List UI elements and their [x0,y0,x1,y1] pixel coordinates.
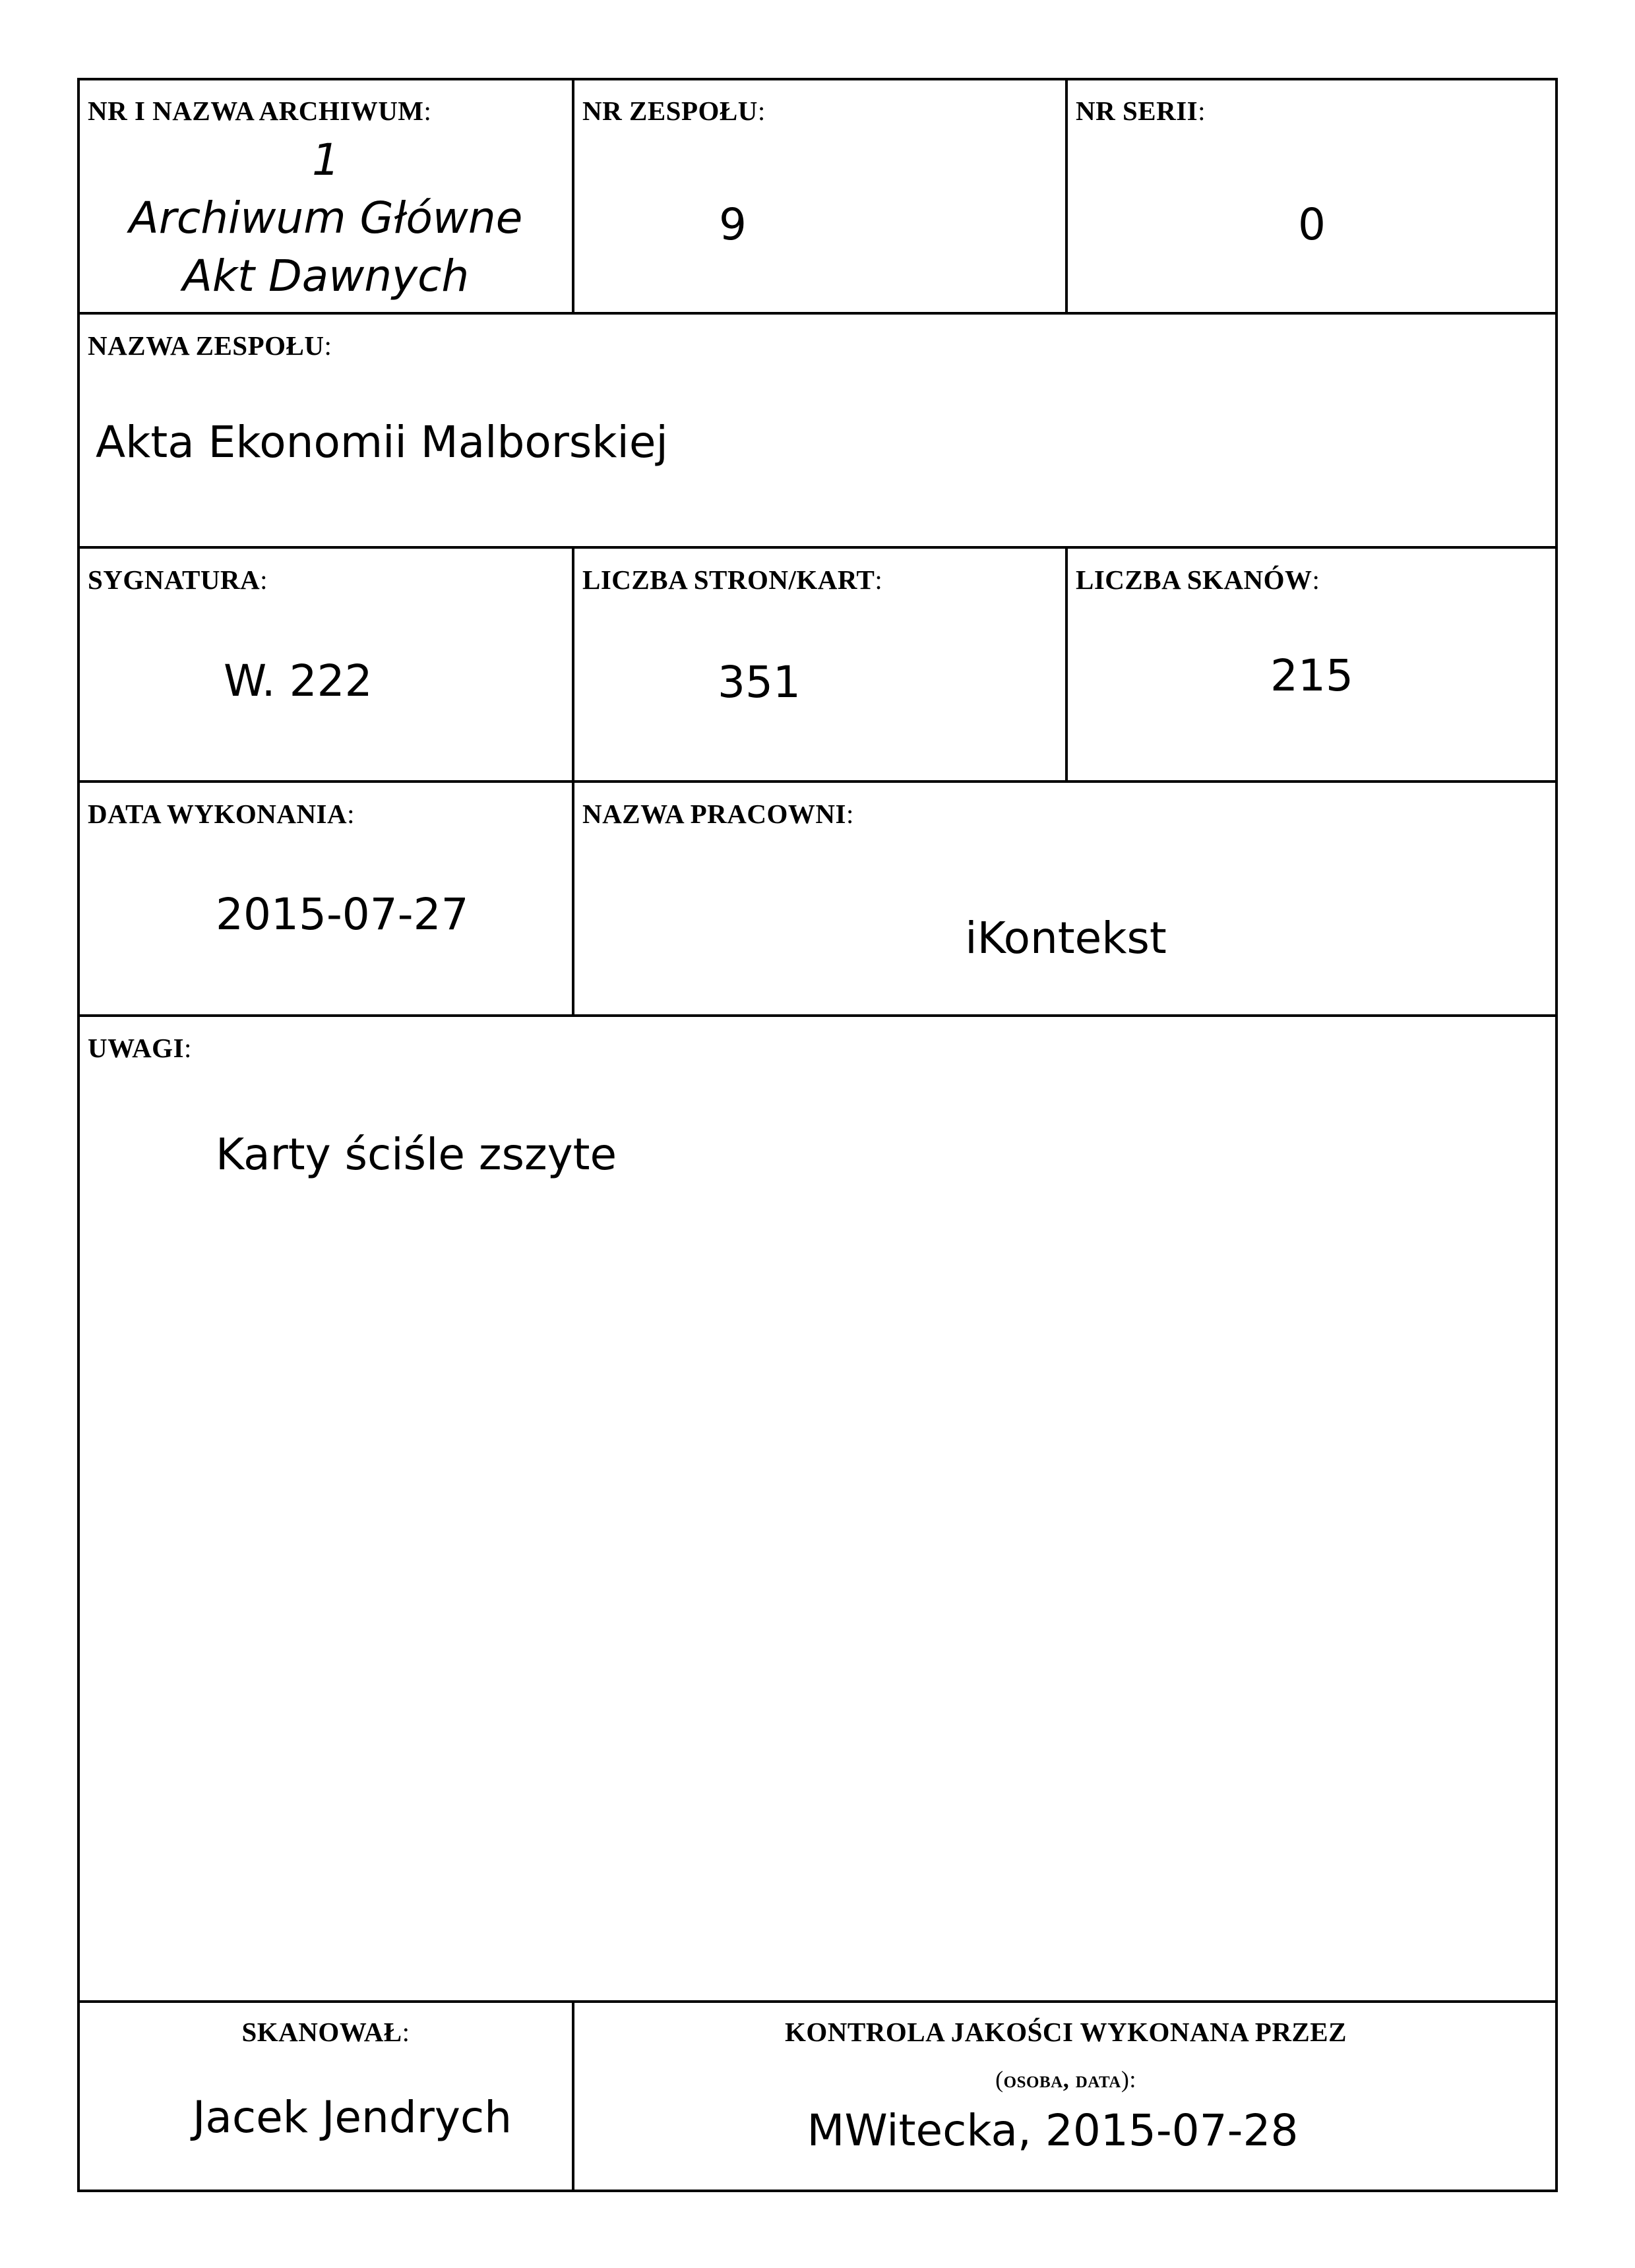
workshop-label-text: NAZWA PRACOWNI [582,799,846,829]
fonds-number-label-text: NR ZESPOŁU [582,96,758,126]
row-divider [80,780,1555,783]
label-colon: : [846,799,854,829]
archive-number: 1 [312,135,340,185]
date-label [88,798,355,830]
scanned-by-value: Jacek Jendrych [192,2092,512,2143]
pages-label [582,564,882,596]
pages-label-text: LICZBA STRON/KART [582,565,875,595]
workshop-value: iKontekst [965,913,1167,964]
workshop-label [582,798,854,830]
scanned-by-label [80,2016,572,2048]
row-divider [80,546,1555,549]
label-colon: : [1312,565,1320,595]
label-colon: : [260,565,268,595]
series-number-label-text: NR SERII [1076,96,1198,126]
label-colon: : [423,96,432,126]
column-divider [1065,80,1068,315]
archive-label-text: NR I NAZWA ARCHIWUM [88,96,424,126]
fonds-name-value: Akta Ekonomii Malborskiej [96,417,668,468]
label-colon: : [324,330,332,361]
quality-control-label [574,2016,1557,2048]
signature-value: W. 222 [224,656,373,706]
scans-label-text: LICZBA SKANÓW [1076,565,1312,595]
quality-control-label-text: KONTROLA JAKOŚCI WYKONANA PRZEZ [785,2017,1347,2047]
row-divider [80,2000,1555,2003]
label-colon: : [1198,96,1206,126]
scan-metadata-form [77,78,1558,2192]
row-divider [80,1014,1555,1017]
quality-control-sublabel [574,2066,1557,2093]
paren-open: ( [995,2066,1004,2093]
notes-label [88,1032,192,1064]
date-label-text: DATA WYKONANIA [88,799,348,829]
row-divider [80,312,1555,315]
label-colon: : [402,2017,410,2047]
column-divider [572,780,574,1014]
label-colon: : [347,799,355,829]
label-colon: : [757,96,766,126]
archive-name-line1: Archiwum Główne [129,193,523,243]
paren-close: ): [1121,2066,1136,2093]
notes-label-text: UWAGI [88,1033,185,1063]
fonds-name-label [88,330,332,361]
signature-label [88,564,268,596]
scans-value: 215 [1270,650,1353,701]
notes-value: Karty ściśle zszyte [216,1129,617,1180]
column-divider [572,80,574,315]
date-value: 2015-07-27 [216,889,469,940]
pages-value: 351 [718,657,801,708]
fonds-name-label-text: NAZWA ZESPOŁU [88,330,324,361]
scans-label [1076,564,1320,596]
scanned-by-label-text: SKANOWAŁ [241,2017,402,2047]
series-number-label [1076,95,1206,127]
label-colon: : [184,1033,192,1063]
archive-name-line2: Akt Dawnych [182,251,470,301]
fonds-number-value: 9 [719,199,747,250]
fonds-number-label [582,95,766,127]
quality-control-sublabel-text: osoba, data [1003,2066,1121,2093]
archive-label [88,95,431,127]
label-colon: : [875,565,883,595]
signature-label-text: SYGNATURA [88,565,261,595]
series-number-value: 0 [1298,199,1326,250]
quality-control-value: MWitecka, 2015-07-28 [807,2105,1299,2156]
